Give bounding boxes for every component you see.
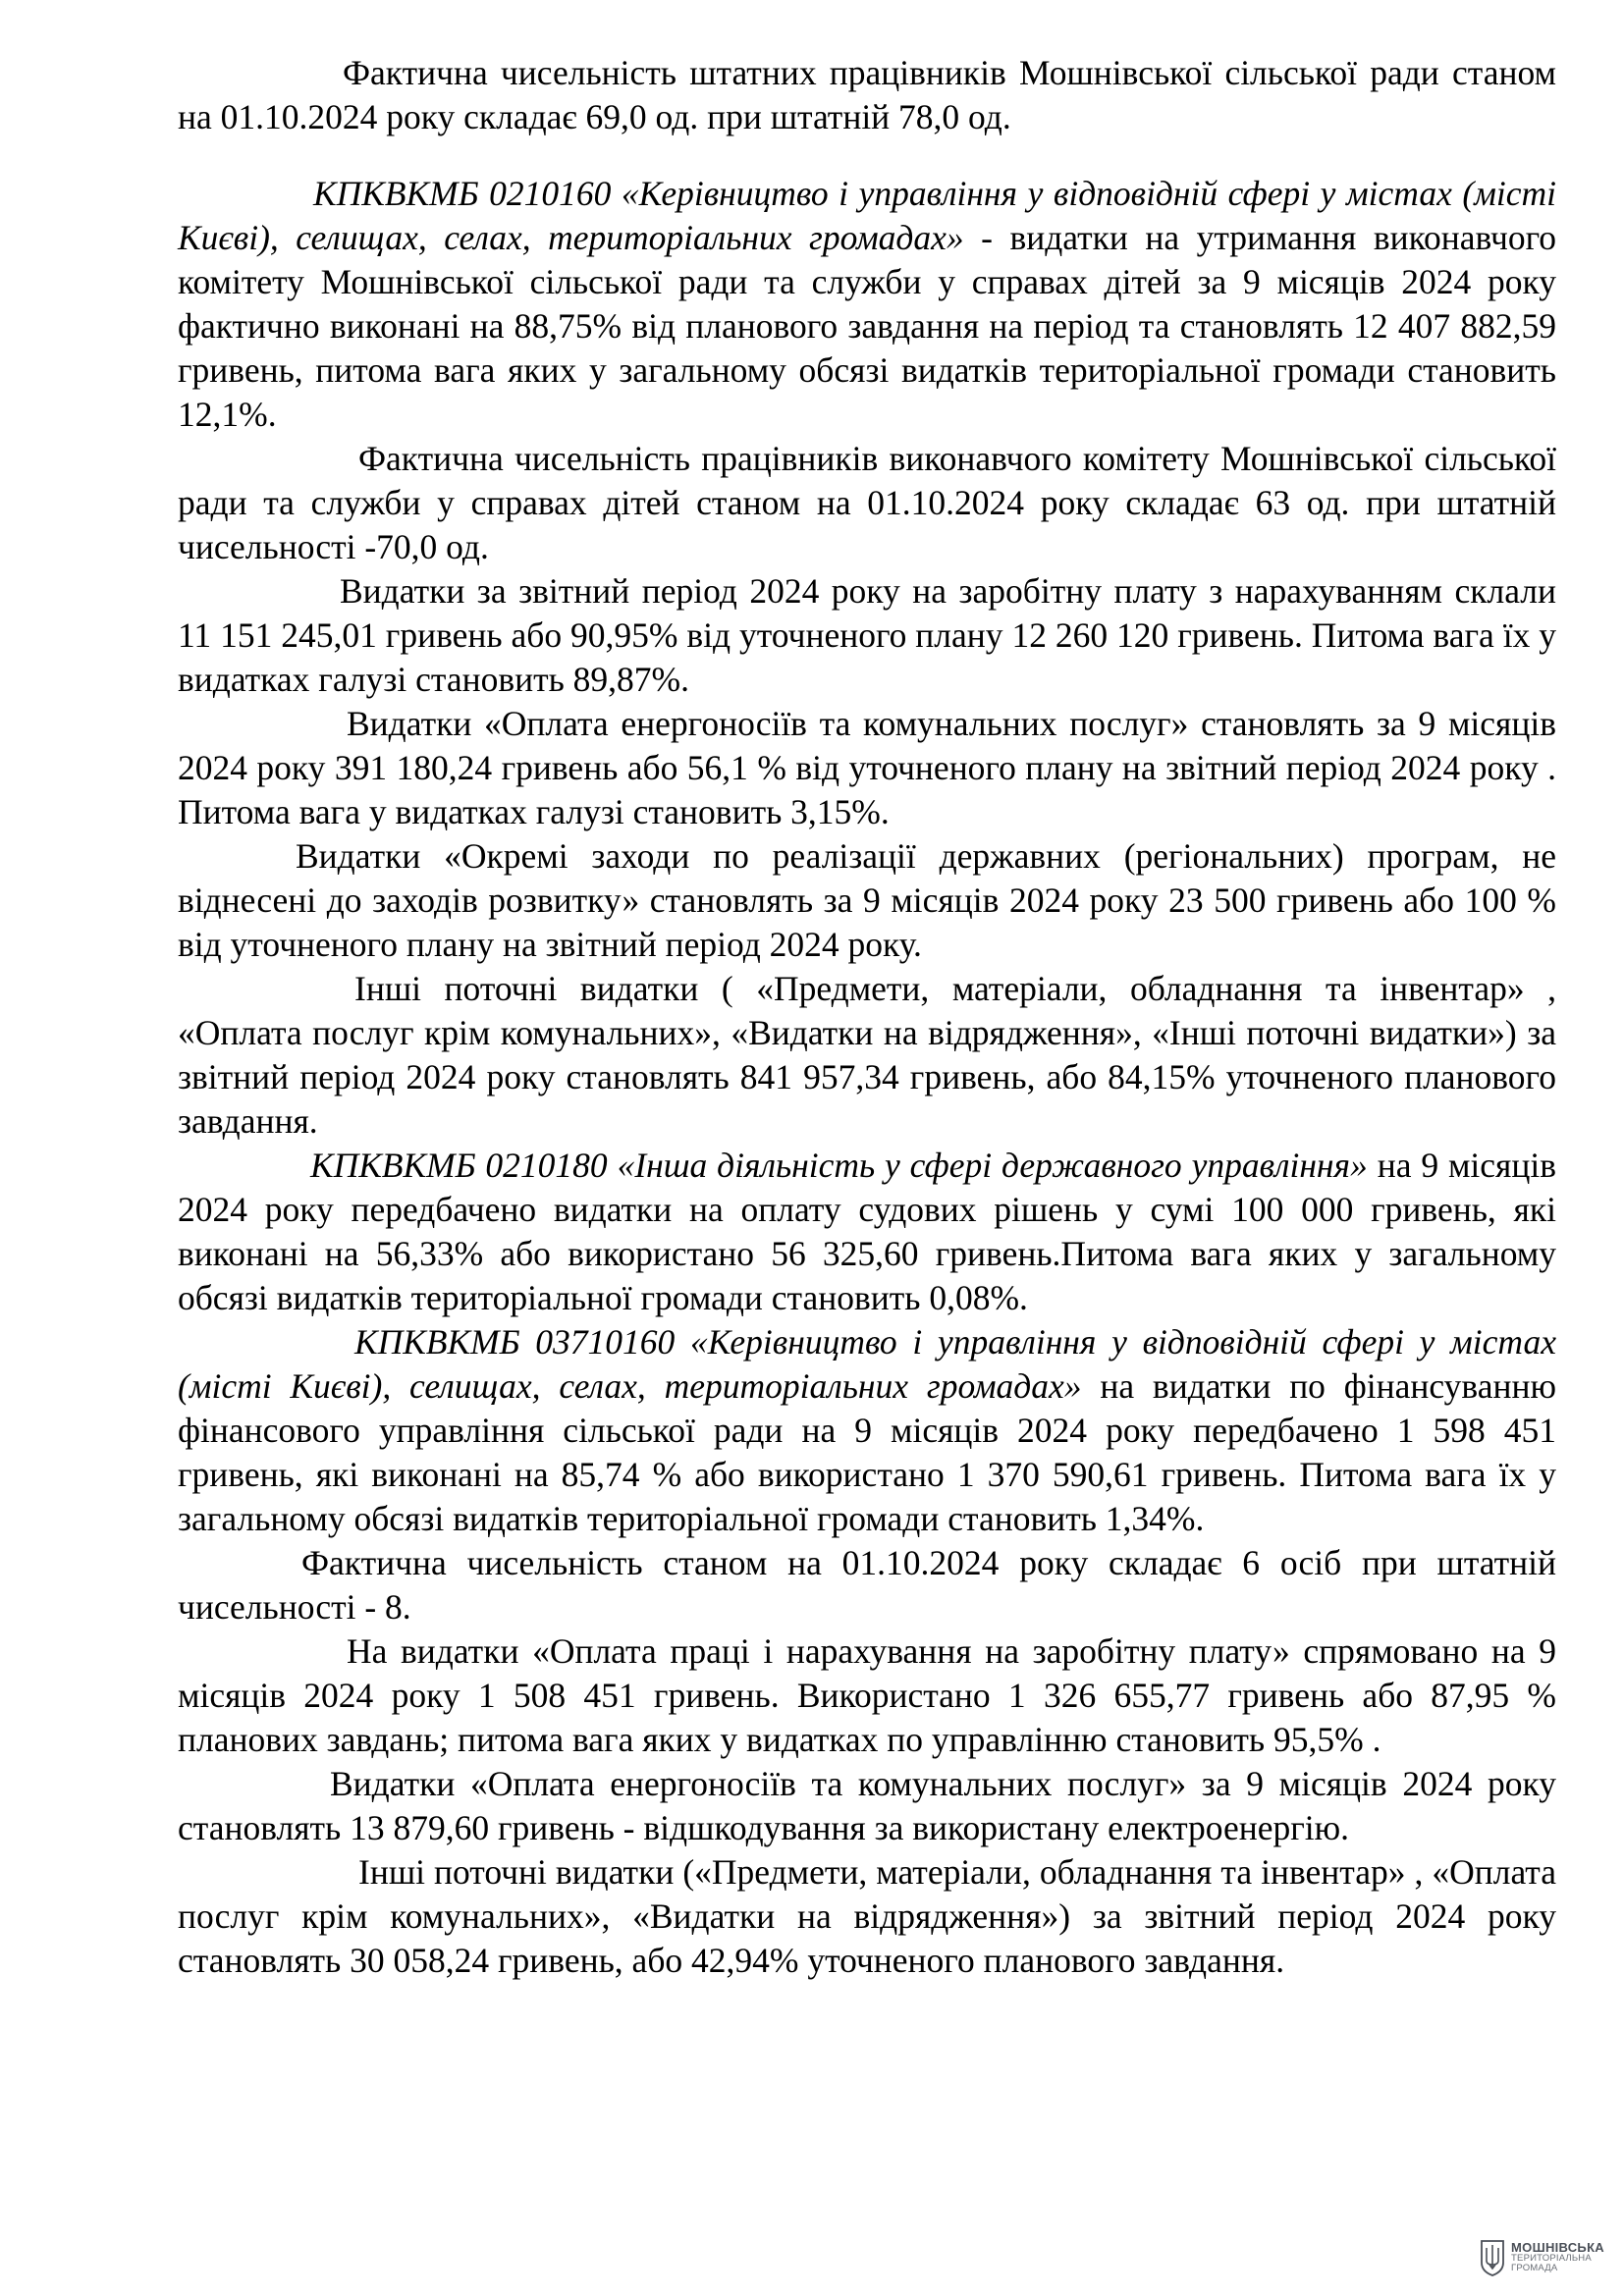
trident-emblem-icon [1480, 2239, 1505, 2276]
paragraph-text: - видатки на утримання виконавчого комітету Мошнівської сільської ради та служби у справах дітей за 9 місяців 2024 року фактично виконані на 88,75% від планового завдання на період та становлять 12 407 882,59 гривень, питома вага яких у загальному обсязі видатків територіальної громади становить 12,1%. [178, 218, 1556, 434]
logo-subtitle-2: ГРОМАДА [1511, 2263, 1558, 2273]
budget-program-title: КПКВКМБ 03710160 «Керівництво і управління у відповідній сфері у містах (місті Києві), селищах, селах, територіальних громадах» [178, 1322, 1556, 1406]
paragraph-salary-expenses: Видатки за звітний період 2024 року на заробітну плату з нарахуванням склали 11 151 245,01 гривень або 90,95% від уточненого плану 12 260 120 гривень. Питома вага їх у видатках галузі становить 89,87%. [178, 571, 1556, 699]
community-logo [1480, 2239, 1604, 2276]
paragraph-exec-committee-staff: Фактична чисельність працівників виконавчого комітету Мошнівської сільської ради та служби у справах дітей станом на 01.10.2024 року складає 63 од. при штатній чисельності -70,0 од. [178, 439, 1556, 566]
budget-program-title: КПКВКМБ 0210180 «Інша діяльність у сфері державного управління» [310, 1146, 1368, 1185]
logo-name: МОШНІВСЬКА [1511, 2240, 1604, 2255]
paragraph-other-expenses: Інші поточні видатки ( «Предмети, матеріали, обладнання та інвентар» , «Оплата послуг крім комунальних», «Видатки на відрядження», «Інші поточні видатки») за звітний період 2024 року становлять 841 957,34 гривень, або 84,15% уточненого планового завдання. [178, 969, 1556, 1141]
paragraph-finance-utilities: Видатки «Оплата енергоносіїв та комунальних послуг» за 9 місяців 2024 року становлять 13 879,60 гривень - відшкодування за використану електроенергію. [178, 1764, 1556, 1847]
paragraph-regional-programs: Видатки «Окремі заходи по реалізації державних (регіональних) програм, не віднесені до заходів розвитку» становлять за 9 місяців 2024 року 23 500 гривень або 100 % від уточненого плану на звітний період 2024 року. [178, 836, 1556, 964]
paragraph-finance-other-expenses: Інші поточні видатки («Предмети, матеріали, обладнання та інвентар» , «Оплата послуг крім комунальних», «Видатки на відрядження») за звітний період 2024 року становлять 30 058,24 гривень, або 42,94% уточненого планового завдання. [178, 1852, 1556, 1980]
paragraph-text: на 9 місяців 2024 року передбачено видатки на оплату судових рішень у сумі 100 000 гривень, які виконані на 56,33% або використано 56 325,60 гривень.Питома вага яких у загальному обсязі видатків територіальної громади становить 0,08%. [178, 1146, 1556, 1317]
budget-program-title: КПКВКМБ 0210160 «Керівництво і управління у відповідній сфері у містах (місті Києві), селищах, селах, територіальних громадах» [178, 174, 1556, 257]
paragraph-kpkvkmb-03710160 [178, 1320, 1556, 1541]
logo-subtitle-1: ТЕРИТОРІАЛЬНА [1511, 2253, 1592, 2264]
paragraph-utilities-expenses: Видатки «Оплата енергоносіїв та комунальних послуг» становлять за 9 місяців 2024 року 391 180,24 гривень або 56,1 % від уточненого плану на звітний період 2024 року . Питома вага у видатках галузі становить 3,15%. [178, 704, 1556, 831]
document-body [178, 51, 1556, 1983]
paragraph-finance-staff: Фактична чисельність станом на 01.10.2024 року складає 6 осіб при штатній чисельності - 8. [178, 1543, 1556, 1627]
logo-text [1511, 2242, 1604, 2273]
paragraph-kpkvkmb-0210160 [178, 172, 1556, 437]
paragraph-staff-count: Фактична чисельність штатних працівників Мошнівської сільської ради станом на 01.10.2024 року складає 69,0 од. при штатній 78,0 од. [178, 53, 1556, 136]
paragraph-kpkvkmb-0210180 [178, 1144, 1556, 1320]
paragraph-finance-salary: На видатки «Оплата праці і нарахування на заробітну плату» спрямовано на 9 місяців 2024 року 1 508 451 гривень. Використано 1 326 655,77 гривень або 87,95 % планових завдань; питома вага яких у видатках по управлінню становить 95,5% . [178, 1631, 1556, 1759]
paragraph-text: на видатки по фінансуванню фінансового управління сільської ради на 9 місяців 2024 року передбачено 1 598 451 гривень, які виконані на 85,74 % або використано 1 370 590,61 гривень. Питома вага їх у загальному обсязі видатків територіальної громади становить 1,34%. [178, 1366, 1557, 1538]
